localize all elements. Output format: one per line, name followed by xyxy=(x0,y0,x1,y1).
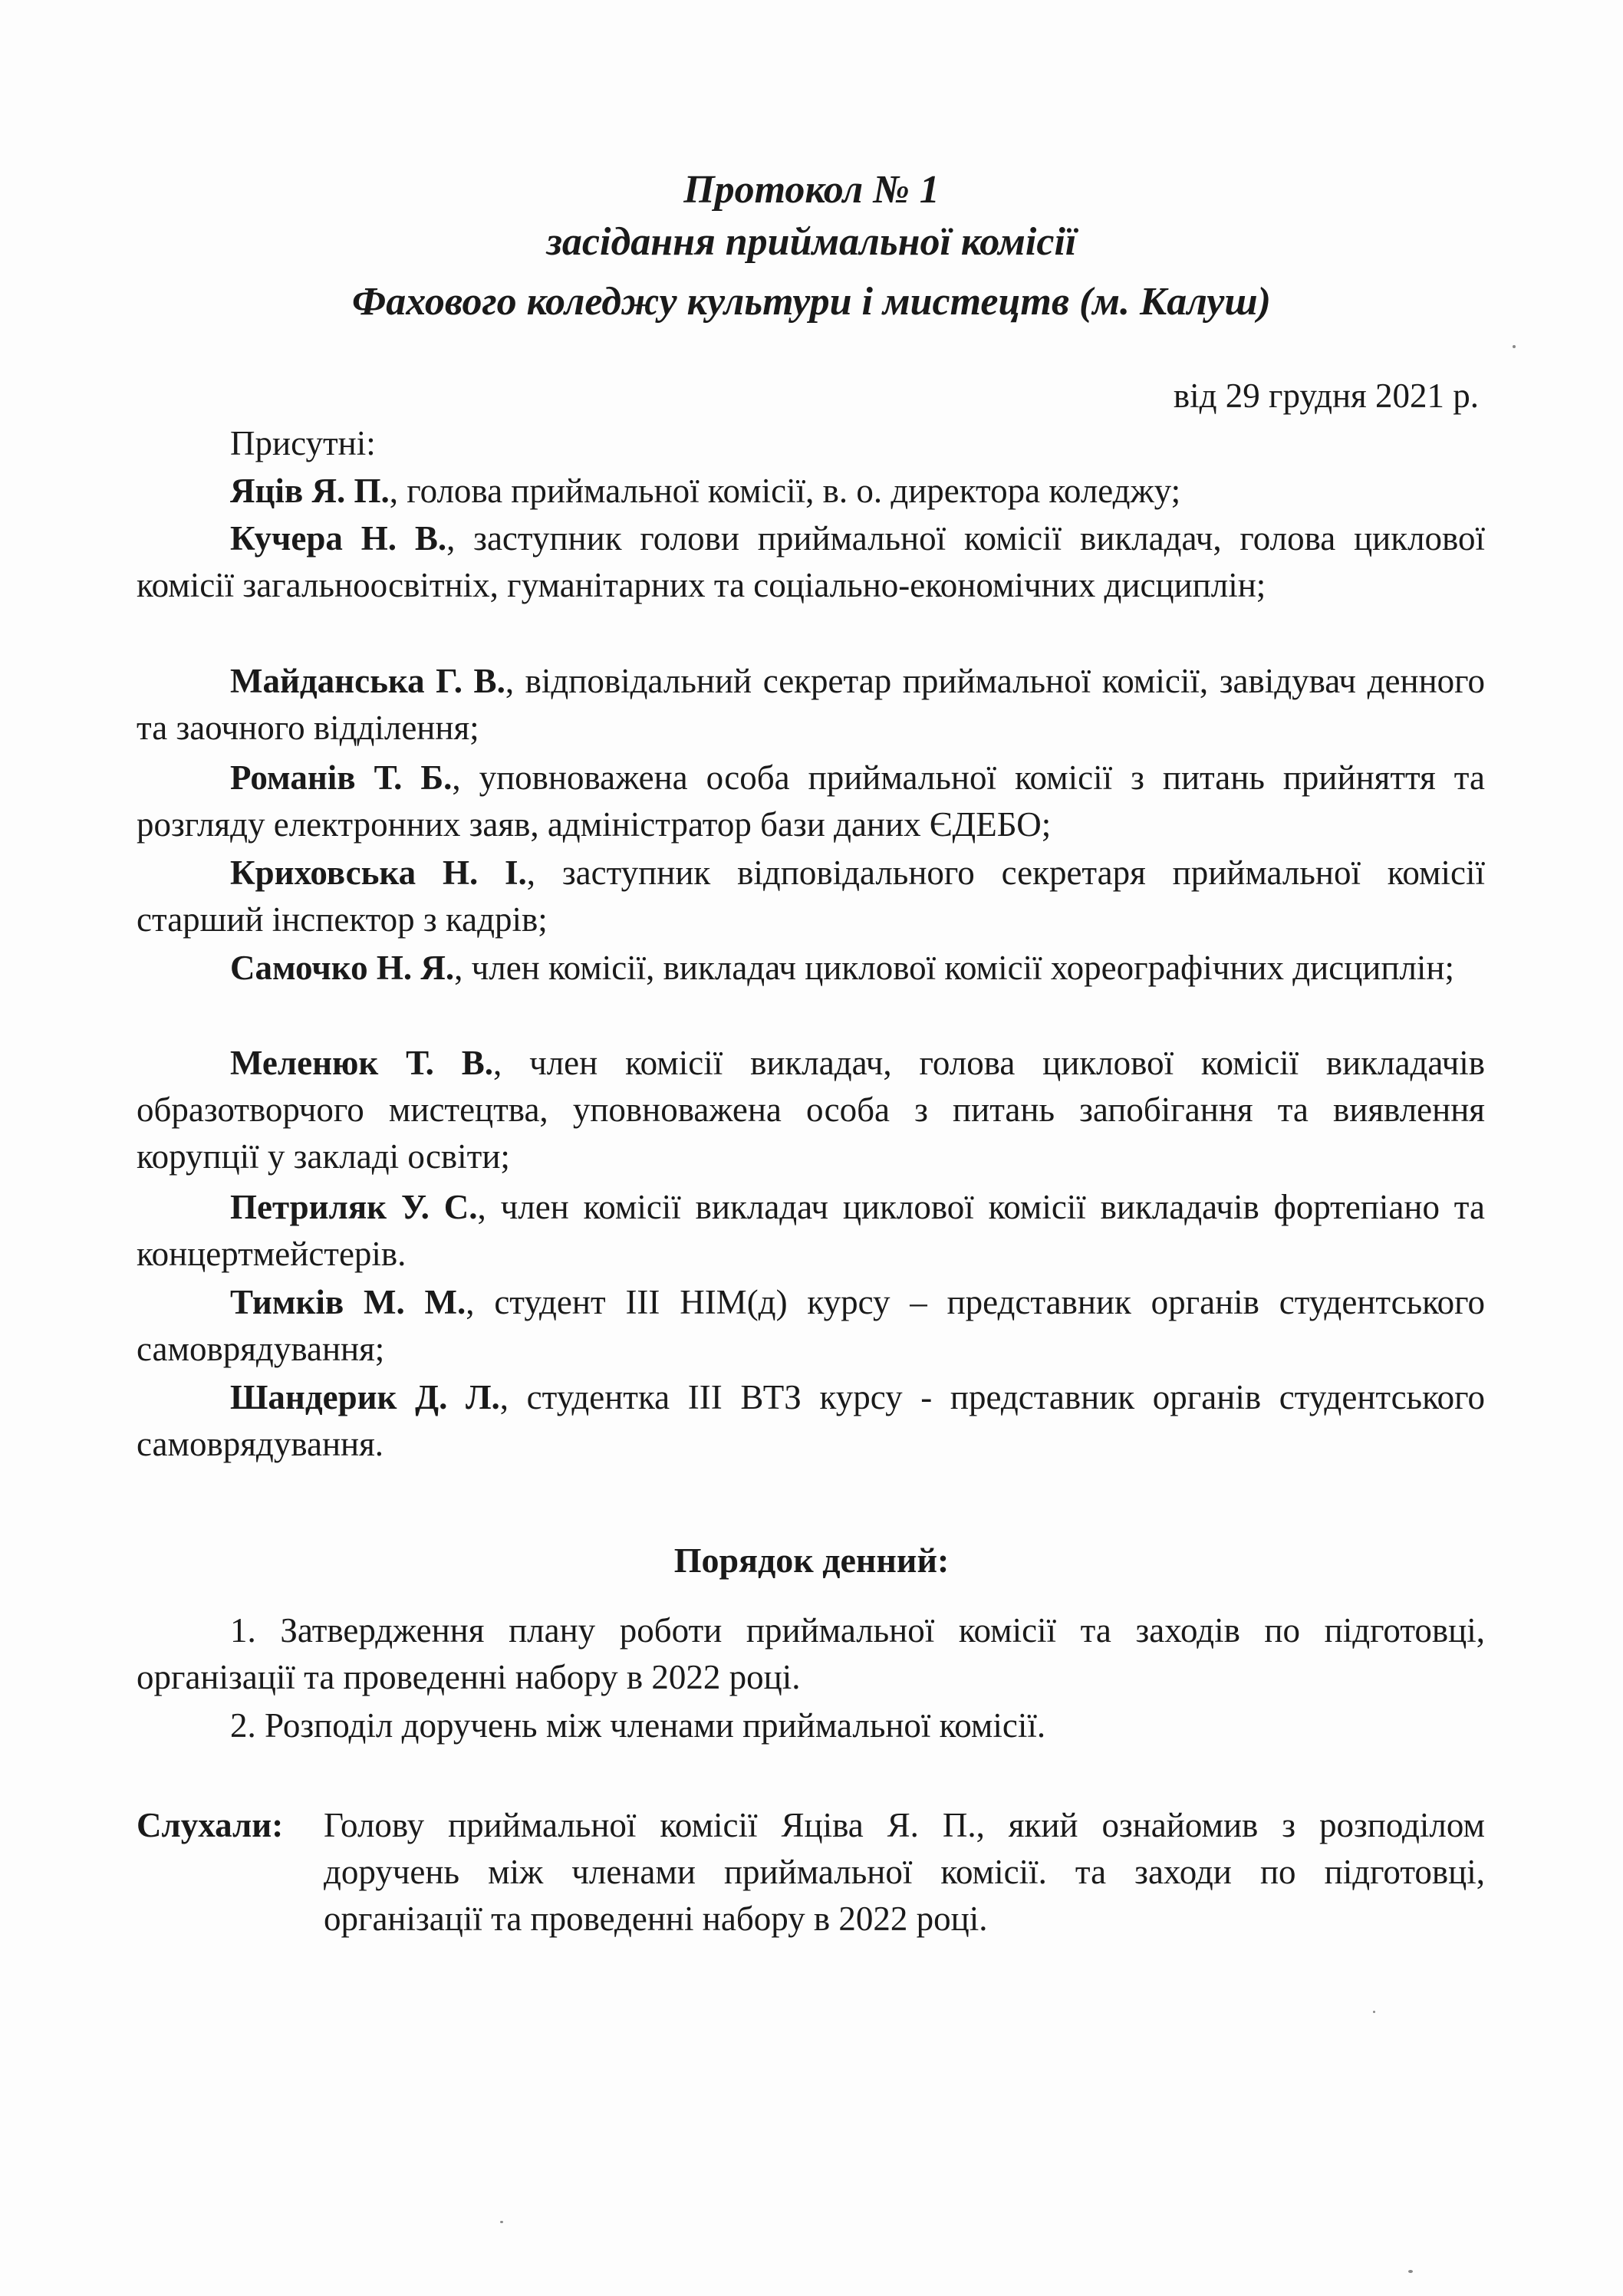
attendee-name: Меленюк Т. В. xyxy=(230,1044,494,1082)
attendee-entry xyxy=(137,658,1485,752)
heard-text: Голову приймальної комісії Яціва Я. П., який ознайомив з розподілом доручень між членами приймальної комісії. та заходи по підготовці, організації та проведенні набору в 2022 році. xyxy=(324,1806,1485,1938)
attendee-name: Тимків М. М. xyxy=(230,1283,466,1321)
attendee-entry xyxy=(137,945,1485,992)
protocol-subtitle: засідання приймальної комісії xyxy=(546,220,1077,264)
attendee-role: , член комісії викладач циклової комісії викладачів фортепіано та концертмейстерів. xyxy=(137,1188,1485,1273)
protocol-title: Протокол № 1 xyxy=(683,168,940,212)
attendee-name: Кучера Н. В. xyxy=(230,519,447,558)
attendee-entry xyxy=(137,1374,1485,1468)
attendee-entry xyxy=(137,1040,1485,1180)
attendee-entry xyxy=(137,850,1485,943)
attendee-entry xyxy=(137,1184,1485,1278)
agenda-item: 1. Затвердження плану роботи приймальної комісії та заходів по підготовці, організації та проведенні набору в 2022 році. xyxy=(137,1611,1485,1696)
attendee-name: Романів Т. Б. xyxy=(230,758,453,797)
attendee-role: , заступник голови приймальної комісії викладач, голова циклової комісії загальноосвітніх, гуманітарних та соціально-економічних дисциплін; xyxy=(137,519,1486,604)
attendee-role: , студентка ІІІ ВТЗ курсу - представник органів студентського самоврядування. xyxy=(137,1378,1485,1463)
attendee-role: , відповідальний секретар приймальної комісії, завідувач денного та заочного відділення; xyxy=(137,662,1485,747)
attendee-name: Петриляк У. С. xyxy=(230,1188,478,1226)
heard-label: Слухали: xyxy=(137,1806,284,1844)
scan-speck xyxy=(1408,2270,1413,2273)
attendee-role: , голова приймальної комісії, в. о. директора коледжу; xyxy=(389,472,1181,510)
scan-speck xyxy=(500,2221,503,2223)
protocol-date: від 29 грудня 2021 р. xyxy=(1173,377,1479,415)
attendee-role: , член комісії, викладач циклової комісії хореографічних дисциплін; xyxy=(454,949,1454,987)
attendee-name: Яців Я. П. xyxy=(230,472,390,510)
attendee-entry xyxy=(137,468,1485,515)
scan-speck xyxy=(1373,2011,1375,2013)
attendee-entry xyxy=(137,755,1485,848)
attendee-name: Майданська Г. В. xyxy=(230,662,505,700)
attendee-name: Самочко Н. Я. xyxy=(230,949,455,987)
present-label: Присутні: xyxy=(230,424,376,462)
attendee-entry xyxy=(137,1279,1485,1373)
college-name: Фахового коледжу культури і мистецтв (м. Калуш) xyxy=(352,280,1271,324)
attendee-name: Криховська Н. І. xyxy=(230,854,527,892)
agenda-heading: Порядок денний: xyxy=(673,1541,950,1580)
attendee-role: , уповноважена особа приймальної комісії з питань прийняття та розгляду електронних заяв, адміністратор бази даних ЄДЕБО; xyxy=(137,758,1485,844)
attendee-name: Шандерик Д. Л. xyxy=(230,1378,500,1416)
agenda-item: 2. Розподіл доручень між членами приймальної комісії. xyxy=(230,1706,1046,1745)
attendee-role: , заступник відповідального секретаря приймальної комісії старший інспектор з кадрів; xyxy=(137,854,1485,939)
scan-speck xyxy=(1513,345,1516,348)
attendee-role: , член комісії викладач, голова циклової комісії викладачів образотворчого мистецтва, уповноважена особа з питань запобігання та виявлення корупції у закладі освіти; xyxy=(137,1044,1485,1176)
attendee-entry xyxy=(137,515,1485,609)
attendee-role: , студент ІІІ НІМ(д) курсу – представник органів студентського самоврядування; xyxy=(137,1283,1486,1368)
